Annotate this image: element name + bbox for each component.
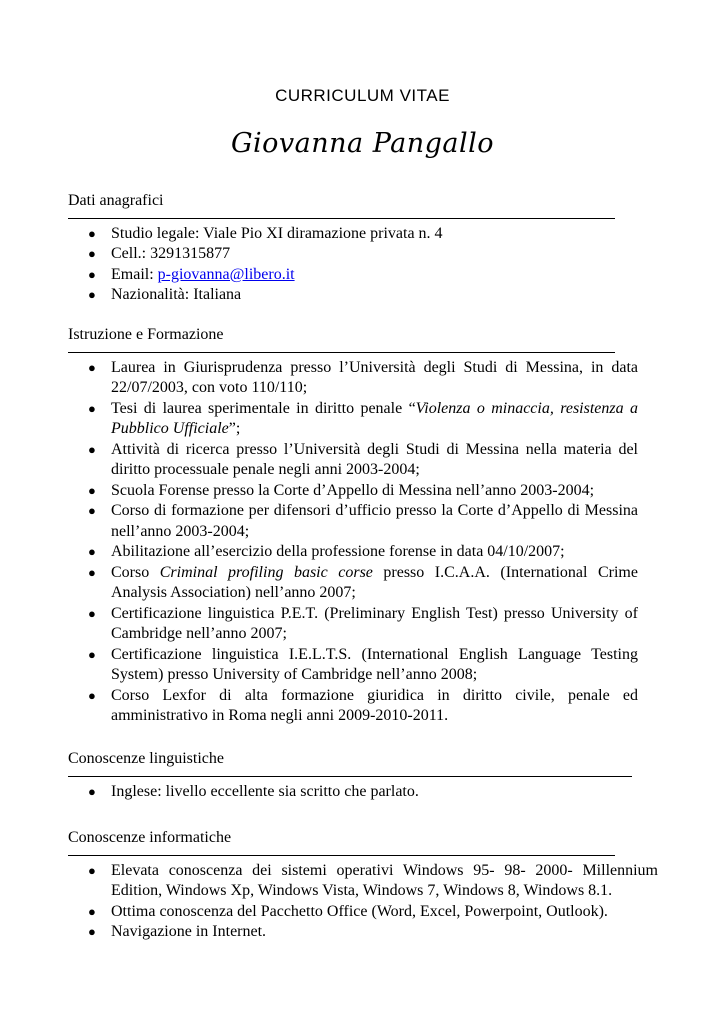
list-item: ● Cell.: 3291315877 — [68, 244, 638, 265]
list-item: ● Abilitazione all’esercizio della professione forense in data 04/10/2007; — [68, 542, 638, 563]
istruzione-list — [68, 358, 638, 727]
list-item: ● Certificazione linguistica I.E.L.T.S. (International English Language Testing System) presso University of Cambridge nell’anno 2008; — [88, 645, 638, 683]
section-heading: Conoscenze informatiche — [68, 829, 232, 846]
list-item: ● Elevata conoscenza dei sistemi operativi Windows 95- 98- 2000- Millennium Edition, Windows Xp, Windows Vista, Windows 7, Windows 8, Windows 8.1. — [88, 861, 658, 899]
person-name: Giovanna Pangallo — [230, 128, 495, 159]
list-item: ● Certificazione linguistica P.E.T. (Preliminary English Test) presso University of Cambridge nell’anno 2007; — [88, 604, 638, 642]
list-item: ● Email: p-giovanna@libero.it — [68, 265, 638, 286]
bullet-dot-icon: ● — [88, 246, 96, 261]
bullet-dot-icon: ● — [88, 400, 96, 416]
list-item: ● Navigazione in Internet. — [68, 922, 658, 943]
bullet-dot-icon: ● — [88, 266, 96, 282]
section-divider — [68, 218, 615, 219]
section-divider — [68, 352, 615, 353]
bullet-dot-icon: ● — [88, 605, 96, 621]
list-item: ● Studio legale: Viale Pio XI diramazione privata n. 4 — [68, 224, 638, 245]
bullet-dot-icon: ● — [88, 482, 96, 498]
bullet-dot-icon: ● — [88, 287, 96, 302]
dati-list — [68, 224, 638, 306]
bullet-dot-icon: ● — [88, 544, 96, 559]
section-istruzione — [68, 325, 638, 727]
section-heading: Dati anagrafici — [68, 192, 164, 209]
lingue-list — [68, 782, 638, 803]
bullet-dot-icon: ● — [88, 441, 96, 457]
email-link[interactable]: p-giovanna@libero.it — [157, 265, 295, 283]
list-item: ● Tesi di laurea sperimentale in diritto penale “Violenza o minaccia, resistenza a Pubblico Ufficiale”; — [88, 399, 638, 437]
bullet-dot-icon: ● — [88, 783, 96, 799]
bullet-dot-icon: ● — [88, 903, 96, 919]
list-item: ● Attività di ricerca presso l’Università degli Studi di Messina nella materia del diritto processuale penale negli anni 2003-2004; — [88, 440, 638, 478]
list-item: ● Nazionalità: Italiana — [68, 285, 638, 306]
list-item: ● Corso Criminal profiling basic corse presso I.C.A.A. (International Crime Analysis Association) nell’anno 2007; — [88, 563, 638, 601]
bullet-dot-icon: ● — [88, 564, 96, 580]
informatica-list — [68, 861, 658, 943]
list-item: ● Inglese: livello eccellente sia scritto che parlato. — [68, 782, 638, 803]
bullet-dot-icon: ● — [88, 225, 96, 241]
list-item: ● Corso di formazione per difensori d’ufficio presso la Corte d’Appello di Messina nell’anno 2003-2004; — [88, 502, 638, 540]
list-item: ● Corso Lexfor di alta formazione giuridica in diritto civile, penale ed amministrativo in Roma negli anni 2009-2010-2011. — [88, 686, 638, 724]
section-informatica — [68, 828, 658, 943]
document-title: CURRICULUM VITAE — [275, 86, 450, 105]
bullet-dot-icon: ● — [88, 924, 96, 939]
bullet-dot-icon: ● — [88, 503, 96, 518]
section-lingue — [68, 749, 638, 802]
list-item: ● Laurea in Giurisprudenza presso l’Università degli Studi di Messina, in data 22/07/2003, con voto 110/110; — [88, 358, 638, 396]
bullet-dot-icon: ● — [88, 646, 96, 662]
section-heading: Istruzione e Formazione — [68, 326, 224, 343]
bullet-dot-icon: ● — [88, 359, 96, 375]
bullet-dot-icon: ● — [88, 687, 96, 703]
section-dati-anagrafici — [68, 191, 638, 306]
list-item: ● Ottima conoscenza del Pacchetto Office (Word, Excel, Powerpoint, Outlook). — [68, 902, 658, 923]
bullet-dot-icon: ● — [88, 862, 96, 878]
list-item: ● Scuola Forense presso la Corte d’Appello di Messina nell’anno 2003-2004; — [68, 481, 638, 502]
section-divider — [68, 776, 632, 777]
section-divider — [68, 855, 615, 856]
section-heading: Conoscenze linguistiche — [68, 750, 224, 767]
